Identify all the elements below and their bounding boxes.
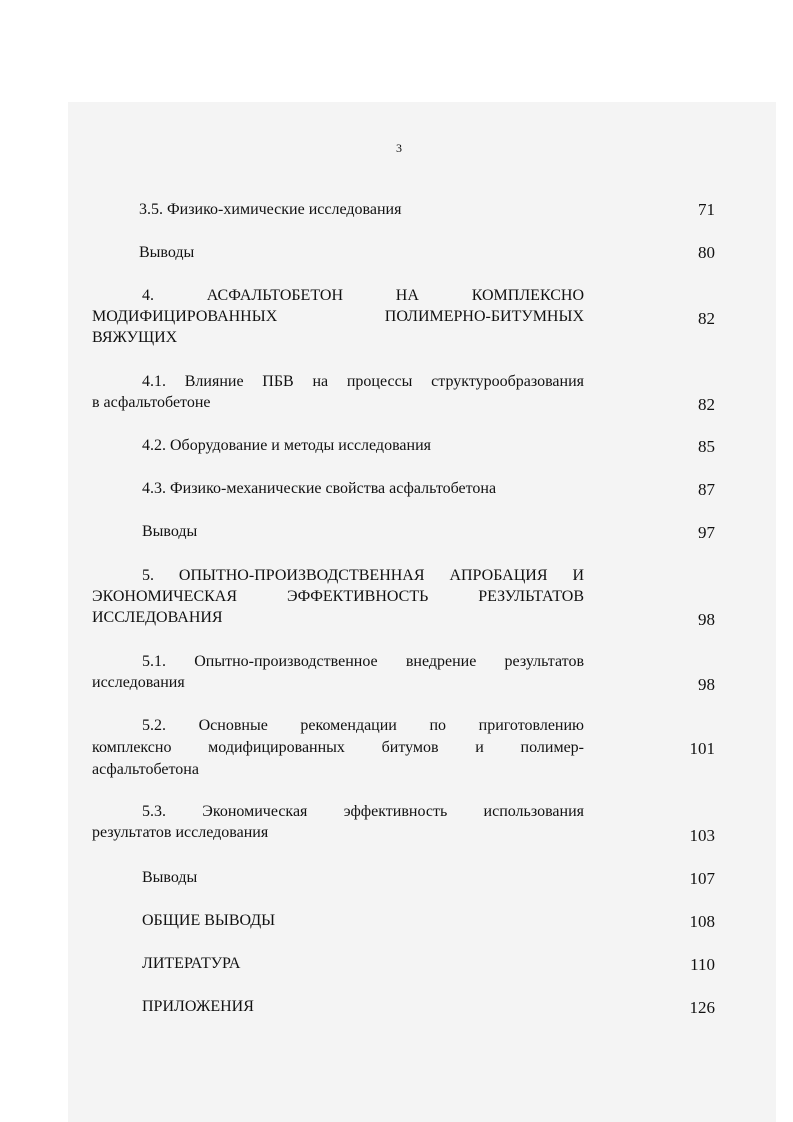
toc-entry-page: 108: [689, 912, 715, 931]
toc-entry-title-line: ВЯЖУЩИХ: [92, 329, 178, 346]
toc-entry-title-line: 4. АСФАЛЬТОБЕТОН НА КОМПЛЕКСНО: [142, 287, 584, 304]
toc-entry-title-line: ЭКОНОМИЧЕСКАЯ ЭФФЕКТИВНОСТЬ РЕЗУЛЬТАТОВ: [92, 588, 584, 605]
toc-entry-page: 126: [689, 998, 715, 1017]
toc-entry-page: 85: [698, 437, 715, 456]
toc-entry-title: Выводы: [142, 869, 198, 886]
toc-entry-title-line: 5.3. Экономическая эффективность использования: [142, 803, 584, 820]
toc-entry-title-line: результатов исследования: [92, 824, 269, 841]
toc-entry-page: 98: [698, 675, 715, 694]
toc-entry-page: 71: [698, 200, 715, 219]
toc-entry-title: ЛИТЕРАТУРА: [142, 955, 241, 972]
toc-entry-page: 82: [698, 395, 715, 414]
toc-entry-title: 4.2. Оборудование и методы исследования: [142, 437, 431, 454]
toc-entry-page: 82: [698, 309, 715, 328]
toc-entry-title-line: МОДИФИЦИРОВАННЫХ ПОЛИМЕРНО-БИТУМНЫХ: [92, 308, 584, 325]
toc-entry-title-line: в асфальтобетоне: [92, 394, 211, 411]
toc-entry-title-line: 5. ОПЫТНО-ПРОИЗВОДСТВЕННАЯ АПРОБАЦИЯ И: [142, 567, 584, 584]
toc-entry-title: ОБЩИЕ ВЫВОДЫ: [142, 912, 276, 929]
toc-entry-page: 110: [690, 955, 715, 974]
toc-entry-page: 98: [698, 610, 715, 629]
toc-entry-page: 101: [689, 739, 715, 758]
toc-entry-title: 4.3. Физико-механические свойства асфальтобетона: [142, 480, 497, 497]
toc-entry-title-line: 5.2. Основные рекомендации по приготовлению: [142, 717, 584, 734]
toc-entry-title-line: асфальтобетона: [92, 761, 199, 778]
toc-entry-title-line: ИССЛЕДОВАНИЯ: [92, 609, 223, 626]
toc-entry-title: ПРИЛОЖЕНИЯ: [142, 998, 254, 1015]
toc-entry-title: Выводы: [142, 523, 198, 540]
toc-entry-title-line: комплексно модифицированных битумов и полимер-: [92, 739, 584, 756]
toc-entry-page: 107: [689, 869, 715, 888]
page-number: 3: [396, 141, 402, 155]
toc-entry-page: 87: [698, 480, 715, 499]
toc-entry-title-line: 4.1. Влияние ПБВ на процессы структурообразования: [142, 373, 584, 390]
toc-entry-page: 80: [698, 243, 715, 262]
toc-entry-title-line: исследования: [92, 674, 185, 691]
toc-entry-page: 97: [698, 523, 715, 542]
toc-entry-title-line: 5.1. Опытно-производственное внедрение результатов: [142, 653, 584, 670]
toc-entry-page: 103: [689, 826, 715, 845]
toc-entry-title: Выводы: [139, 244, 195, 261]
toc-entry-title: 3.5. Физико-химические исследования: [139, 201, 402, 218]
